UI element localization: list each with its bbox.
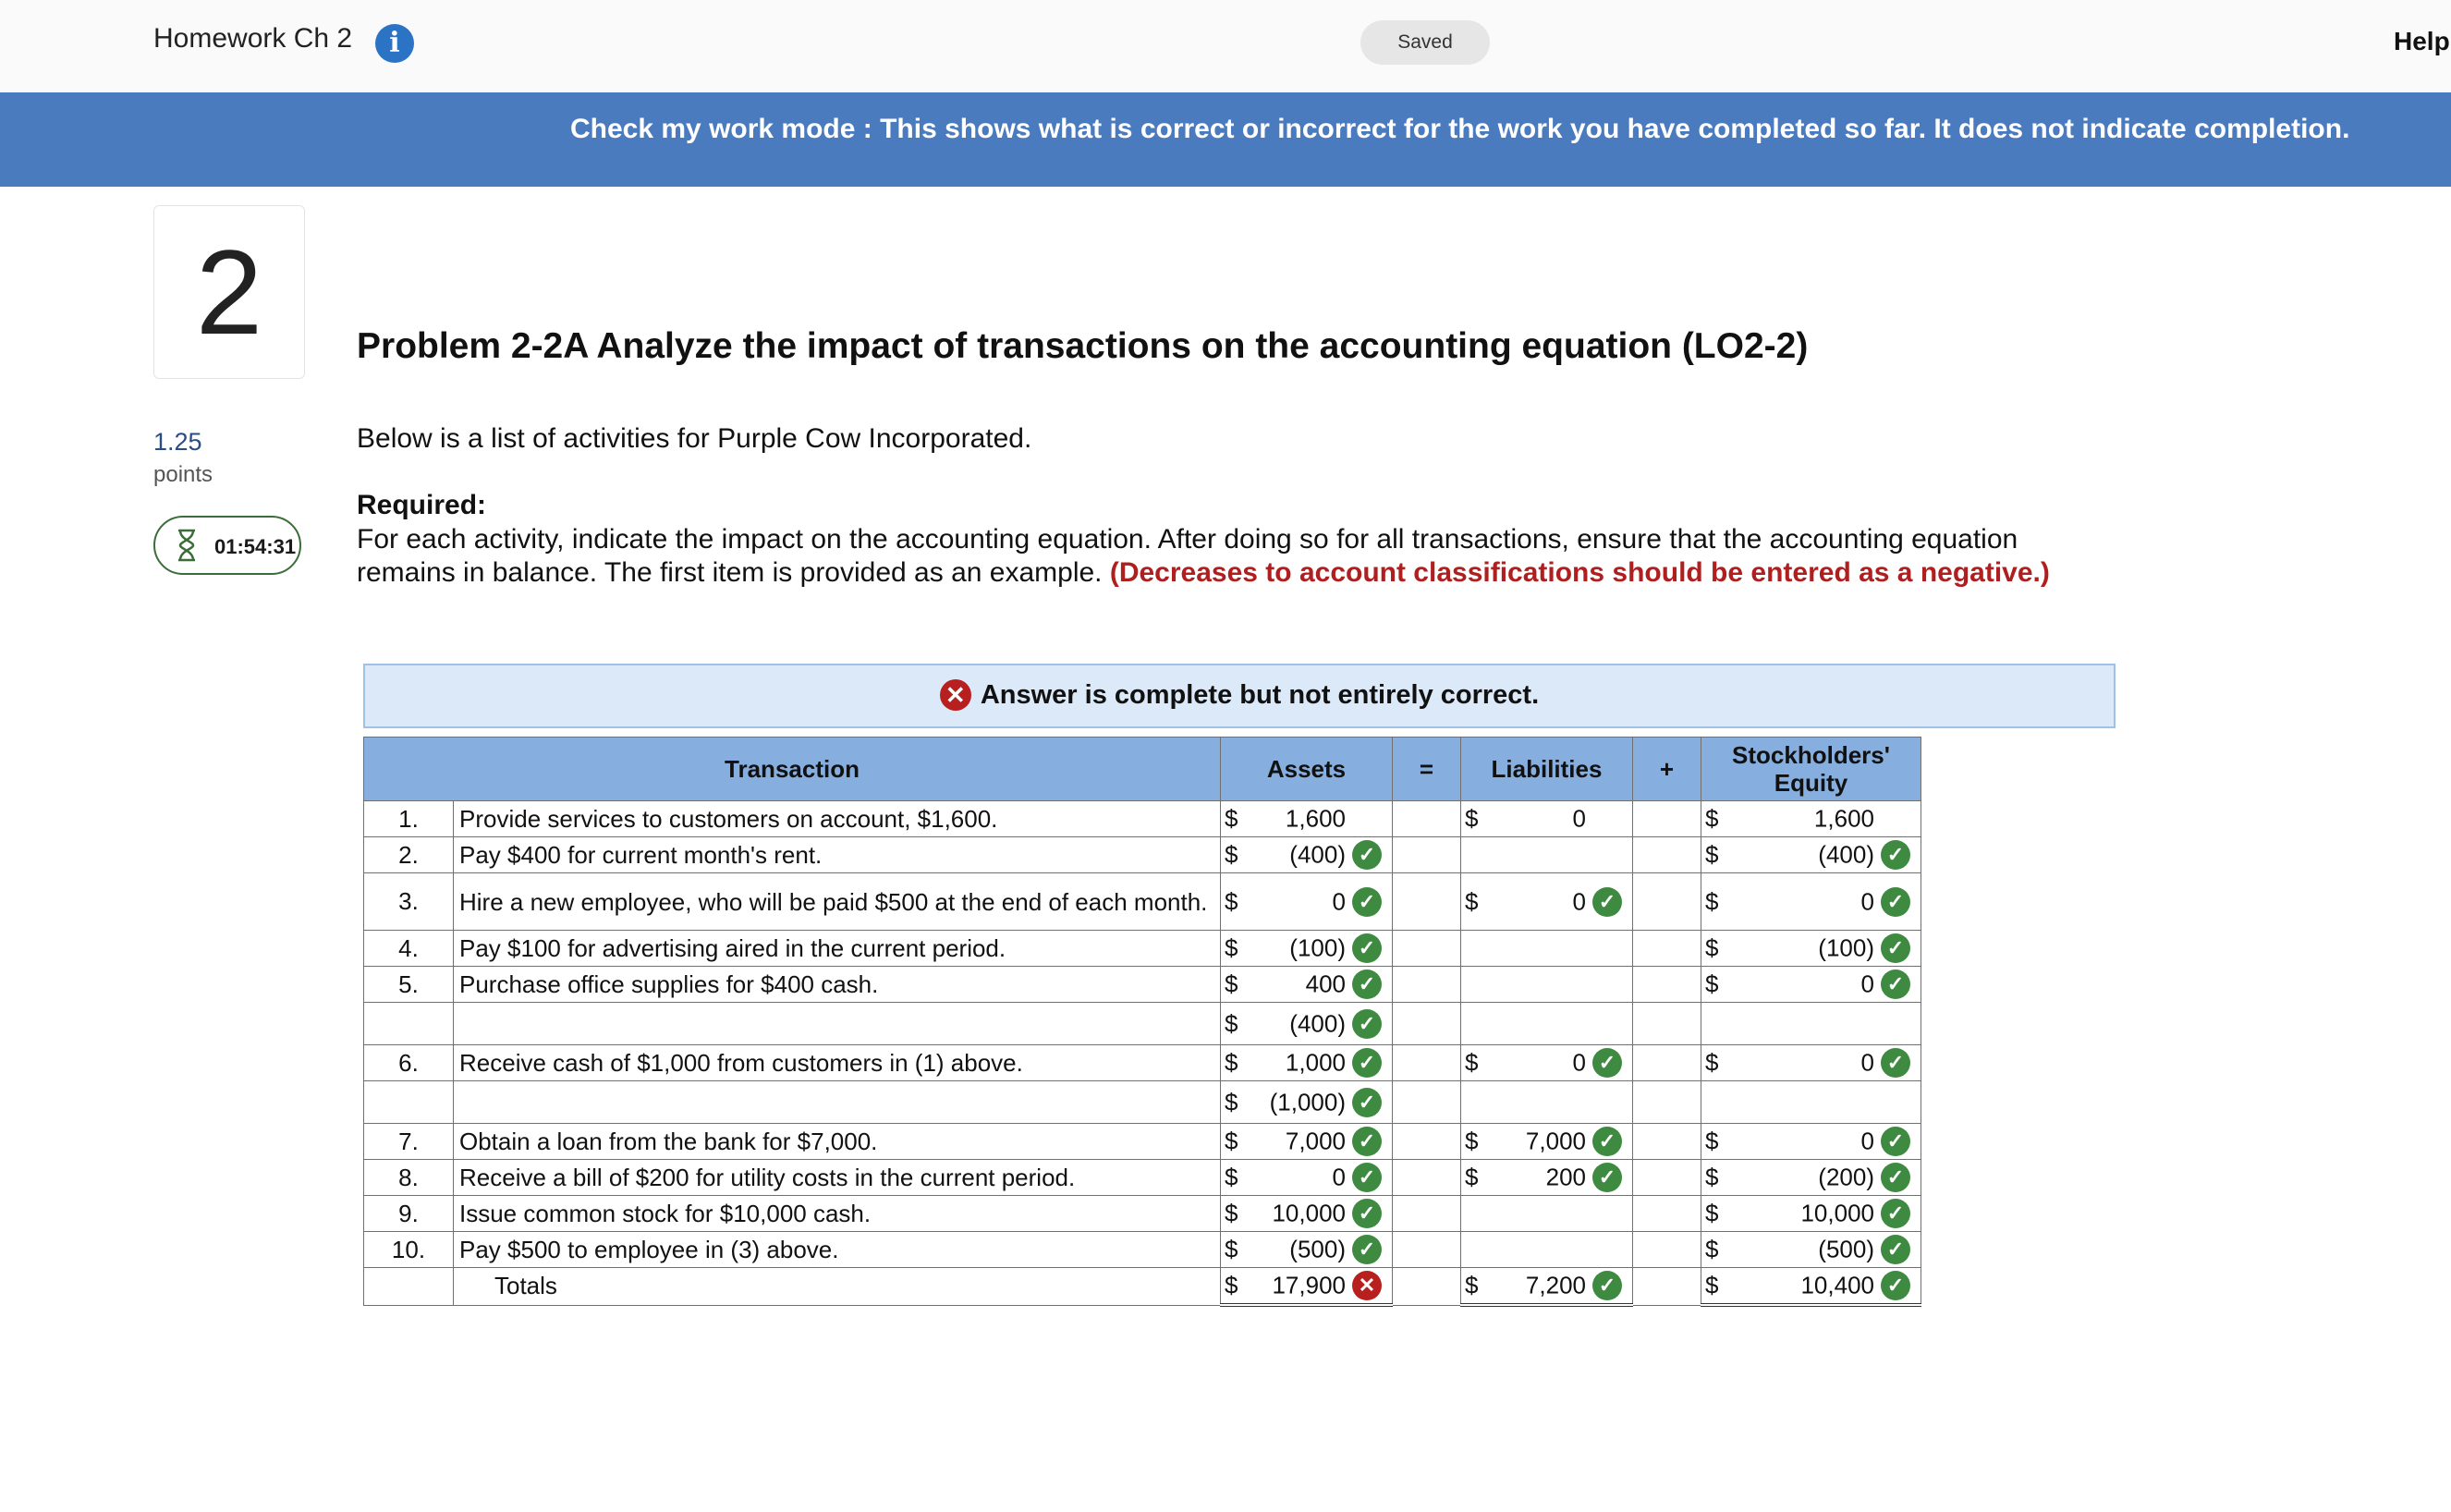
currency-symbol: $ <box>1465 804 1479 833</box>
table-row <box>364 967 1921 1003</box>
assets-cell[interactable] <box>1221 1045 1393 1081</box>
correct-checkmark-icon: ✓ <box>1881 969 1910 999</box>
transaction-description: Receive cash of $1,000 from customers in (1) above. <box>454 1045 1221 1081</box>
assets-cell[interactable] <box>1221 1003 1393 1045</box>
equity-amount: 1,600 <box>1813 804 1874 833</box>
equity-cell[interactable] <box>1701 967 1921 1003</box>
correct-checkmark-icon: ✓ <box>1881 1199 1910 1228</box>
currency-symbol: $ <box>1705 1048 1719 1077</box>
equity-cell <box>1701 1003 1921 1045</box>
assets-amount: 10,000 <box>1272 1199 1346 1227</box>
assets-cell[interactable] <box>1221 1081 1393 1124</box>
currency-symbol: $ <box>1705 804 1719 833</box>
totals-row <box>364 1268 1921 1306</box>
separator-cell <box>1633 837 1701 873</box>
liab-cell[interactable] <box>1461 1045 1633 1081</box>
points-label: points <box>153 462 213 487</box>
transaction-description: Provide services to customers on account, $1,600. <box>454 801 1221 837</box>
liab-cell <box>1461 931 1633 967</box>
correct-checkmark-icon: ✓ <box>1881 933 1910 963</box>
result-text: Answer is complete but not entirely correct. <box>980 679 1540 710</box>
equity-cell[interactable] <box>1701 873 1921 931</box>
correct-checkmark-icon: ✓ <box>1592 1163 1622 1192</box>
assets-amount: 400 <box>1305 969 1346 998</box>
incorrect-icon: ✕ <box>940 679 971 711</box>
problem-intro: Below is a list of activities for Purple Cow Incorporated. <box>357 423 1032 454</box>
separator-cell <box>1633 1045 1701 1081</box>
separator-cell <box>1633 1232 1701 1268</box>
separator-cell <box>1393 1232 1461 1268</box>
totals-label: Totals <box>454 1268 1221 1306</box>
correct-checkmark-icon: ✓ <box>1352 969 1382 999</box>
row-number: 8. <box>364 1160 454 1196</box>
currency-symbol: $ <box>1225 933 1238 962</box>
transaction-description: Issue common stock for $10,000 cash. <box>454 1196 1221 1232</box>
assets-cell[interactable] <box>1221 837 1393 873</box>
assets-cell[interactable] <box>1221 931 1393 967</box>
points-value: 1.25 <box>153 428 202 456</box>
correct-checkmark-icon: ✓ <box>1881 1048 1910 1078</box>
currency-symbol: $ <box>1465 887 1479 915</box>
transaction-description: Obtain a loan from the bank for $7,000. <box>454 1124 1221 1160</box>
liab-amount: 0 <box>1572 887 1586 915</box>
currency-symbol: $ <box>1225 969 1238 998</box>
timer-badge <box>153 516 301 575</box>
transaction-description: Pay $100 for advertising aired in the current period. <box>454 931 1221 967</box>
equity-cell[interactable] <box>1701 931 1921 967</box>
correct-checkmark-icon: ✓ <box>1592 1127 1622 1156</box>
row-number: 2. <box>364 837 454 873</box>
header-liabilities: Liabilities <box>1461 738 1633 801</box>
equity-amount: 0 <box>1860 969 1874 998</box>
equity-cell[interactable] <box>1701 1196 1921 1232</box>
assets-cell[interactable] <box>1221 967 1393 1003</box>
assets-cell[interactable] <box>1221 1124 1393 1160</box>
equity-amount: (400) <box>1818 840 1874 869</box>
liab-cell <box>1461 1081 1633 1124</box>
correct-checkmark-icon: ✓ <box>1881 840 1910 870</box>
currency-symbol: $ <box>1465 1163 1479 1191</box>
check-my-work-banner <box>0 92 2451 187</box>
separator-cell <box>1393 1160 1461 1196</box>
liab-cell[interactable] <box>1461 1160 1633 1196</box>
separator-cell <box>1393 873 1461 931</box>
currency-symbol: $ <box>1225 1127 1238 1155</box>
separator-cell <box>1633 967 1701 1003</box>
currency-symbol: $ <box>1705 933 1719 962</box>
row-number <box>364 1003 454 1045</box>
assets-cell[interactable] <box>1221 1196 1393 1232</box>
header-transaction: Transaction <box>364 738 1221 801</box>
separator-cell <box>1393 1003 1461 1045</box>
correct-checkmark-icon: ✓ <box>1881 1235 1910 1264</box>
assets-amount: (500) <box>1289 1235 1346 1263</box>
correct-checkmark-icon: ✓ <box>1352 1163 1382 1192</box>
transaction-description <box>454 1081 1221 1124</box>
equity-cell[interactable] <box>1701 1232 1921 1268</box>
equity-cell[interactable] <box>1701 837 1921 873</box>
separator-cell <box>1633 801 1701 837</box>
required-label: Required: <box>357 490 487 520</box>
table-row <box>364 801 1921 837</box>
row-number: 6. <box>364 1045 454 1081</box>
help-link[interactable]: Help <box>2394 27 2450 55</box>
correct-checkmark-icon: ✓ <box>1352 1199 1382 1228</box>
row-number: 10. <box>364 1232 454 1268</box>
separator-cell <box>1633 1196 1701 1232</box>
currency-symbol: $ <box>1465 1048 1479 1077</box>
separator-cell <box>1633 1268 1701 1306</box>
liab-cell <box>1461 1232 1633 1268</box>
liab-cell[interactable] <box>1461 1124 1633 1160</box>
currency-symbol: $ <box>1225 1271 1238 1299</box>
header-plus: + <box>1633 738 1701 801</box>
currency-symbol: $ <box>1705 969 1719 998</box>
currency-symbol: $ <box>1705 1163 1719 1191</box>
table-row <box>364 1124 1921 1160</box>
correct-checkmark-icon: ✓ <box>1352 1127 1382 1156</box>
timer-value: 01:54:31 <box>214 535 297 558</box>
liab-cell <box>1461 967 1633 1003</box>
assets-amount: 7,000 <box>1285 1127 1346 1155</box>
equity-amount: (200) <box>1818 1163 1874 1191</box>
hourglass-icon <box>176 529 198 562</box>
correct-checkmark-icon: ✓ <box>1881 887 1910 917</box>
correct-checkmark-icon: ✓ <box>1352 933 1382 963</box>
incorrect-icon: ✕ <box>1352 1271 1382 1300</box>
separator-cell <box>1633 931 1701 967</box>
correct-checkmark-icon: ✓ <box>1352 887 1382 917</box>
liab-amount: 0 <box>1572 1048 1586 1077</box>
transaction-description: Hire a new employee, who will be paid $500 at the end of each month. <box>454 873 1221 931</box>
equity-amount: 10,400 <box>1800 1271 1874 1299</box>
info-icon[interactable]: i <box>375 24 414 63</box>
currency-symbol: $ <box>1225 1199 1238 1227</box>
totals-empty-cell <box>364 1268 454 1306</box>
assets-amount: (400) <box>1289 840 1346 869</box>
separator-cell <box>1393 931 1461 967</box>
header-equals: = <box>1393 738 1461 801</box>
separator-cell <box>1393 1045 1461 1081</box>
currency-symbol: $ <box>1225 1088 1238 1116</box>
currency-symbol: $ <box>1225 1235 1238 1263</box>
equity-cell[interactable] <box>1701 1160 1921 1196</box>
accounting-equation-table <box>363 737 1921 1307</box>
row-number: 3. <box>364 873 454 931</box>
liab-cell <box>1461 837 1633 873</box>
equity-amount: 0 <box>1860 1048 1874 1077</box>
correct-checkmark-icon: ✓ <box>1881 1127 1910 1156</box>
assets-amount: 17,900 <box>1272 1271 1346 1299</box>
equity-cell <box>1701 1081 1921 1124</box>
separator-cell <box>1633 1124 1701 1160</box>
liab-amount: 0 <box>1572 804 1586 833</box>
equity-cell[interactable] <box>1701 1268 1921 1306</box>
liab-cell[interactable] <box>1461 1268 1633 1306</box>
separator-cell <box>1633 1081 1701 1124</box>
correct-checkmark-icon: ✓ <box>1352 1048 1382 1078</box>
instructions-emphasis: (Decreases to account classifications should be entered as a negative.) <box>1109 557 2050 588</box>
separator-cell <box>1393 837 1461 873</box>
currency-symbol: $ <box>1705 887 1719 915</box>
liab-cell <box>1461 1003 1633 1045</box>
liab-amount: 200 <box>1545 1163 1586 1191</box>
table-row <box>364 1160 1921 1196</box>
banner-text: Check my work mode : This shows what is correct or incorrect for the work you have completed so far. It does not indicate completion. <box>570 114 2350 144</box>
assets-amount: (400) <box>1289 1009 1346 1037</box>
assets-cell[interactable] <box>1221 1232 1393 1268</box>
currency-symbol: $ <box>1705 1235 1719 1263</box>
assets-cell[interactable] <box>1221 873 1393 931</box>
instructions <box>357 523 2113 590</box>
assets-amount: 0 <box>1332 1163 1346 1191</box>
correct-checkmark-icon: ✓ <box>1881 1163 1910 1192</box>
instructions-text: For each activity, indicate the impact on the accounting equation. After doing so for all transactions, ensure that the accounting equation remains in balance. The first item is provided as an example. <box>357 524 2018 588</box>
assets-cell[interactable] <box>1221 1160 1393 1196</box>
assets-amount: (100) <box>1289 933 1346 962</box>
separator-cell <box>1393 1268 1461 1306</box>
liab-amount: 7,000 <box>1525 1127 1586 1155</box>
result-banner <box>363 664 2116 728</box>
assets-amount: 0 <box>1332 887 1346 915</box>
liab-cell <box>1461 1196 1633 1232</box>
correct-checkmark-icon: ✓ <box>1352 1235 1382 1264</box>
problem-title: Problem 2-2A Analyze the impact of transactions on the accounting equation (LO2-2) <box>357 326 1809 366</box>
table-row <box>364 837 1921 873</box>
row-number <box>364 1081 454 1124</box>
transaction-description: Purchase office supplies for $400 cash. <box>454 967 1221 1003</box>
assets-amount: 1,600 <box>1285 804 1346 833</box>
row-number: 4. <box>364 931 454 967</box>
question-number: 2 <box>153 205 305 379</box>
separator-cell <box>1633 1003 1701 1045</box>
transaction-description: Receive a bill of $200 for utility costs in the current period. <box>454 1160 1221 1196</box>
transaction-description: Pay $500 to employee in (3) above. <box>454 1232 1221 1268</box>
table-row <box>364 931 1921 967</box>
currency-symbol: $ <box>1225 804 1238 833</box>
transaction-description <box>454 1003 1221 1045</box>
correct-checkmark-icon: ✓ <box>1352 1009 1382 1039</box>
saved-status-badge: Saved <box>1360 20 1490 65</box>
correct-checkmark-icon: ✓ <box>1881 1271 1910 1300</box>
separator-cell <box>1393 801 1461 837</box>
currency-symbol: $ <box>1465 1271 1479 1299</box>
header-assets: Assets <box>1221 738 1393 801</box>
currency-symbol: $ <box>1225 1048 1238 1077</box>
table-row <box>364 1232 1921 1268</box>
currency-symbol: $ <box>1705 1127 1719 1155</box>
separator-cell <box>1633 1160 1701 1196</box>
separator-cell <box>1393 967 1461 1003</box>
liab-cell[interactable] <box>1461 801 1633 837</box>
currency-symbol: $ <box>1705 1271 1719 1299</box>
equity-amount: (100) <box>1818 933 1874 962</box>
currency-symbol: $ <box>1225 1009 1238 1037</box>
liab-amount: 7,200 <box>1525 1271 1586 1299</box>
currency-symbol: $ <box>1705 1199 1719 1227</box>
row-number: 9. <box>364 1196 454 1232</box>
equity-amount: (500) <box>1818 1235 1874 1263</box>
transaction-description: Pay $400 for current month's rent. <box>454 837 1221 873</box>
assignment-title: Homework Ch 2 <box>153 23 353 54</box>
row-number: 1. <box>364 801 454 837</box>
equity-amount: 10,000 <box>1800 1199 1874 1227</box>
assets-amount: (1,000) <box>1269 1088 1346 1116</box>
currency-symbol: $ <box>1465 1127 1479 1155</box>
currency-symbol: $ <box>1225 887 1238 915</box>
equity-amount: 0 <box>1860 1127 1874 1155</box>
row-number: 5. <box>364 967 454 1003</box>
currency-symbol: $ <box>1705 840 1719 869</box>
table-row <box>364 873 1921 931</box>
table-row <box>364 1003 1921 1045</box>
correct-checkmark-icon: ✓ <box>1592 1048 1622 1078</box>
assets-amount: 1,000 <box>1285 1048 1346 1077</box>
equity-cell[interactable] <box>1701 1045 1921 1081</box>
assets-cell[interactable] <box>1221 1268 1393 1306</box>
table-row <box>364 1045 1921 1081</box>
equity-amount: 0 <box>1860 887 1874 915</box>
table-row <box>364 1081 1921 1124</box>
assets-cell[interactable] <box>1221 801 1393 837</box>
correct-checkmark-icon: ✓ <box>1592 887 1622 917</box>
currency-symbol: $ <box>1225 1163 1238 1191</box>
currency-symbol: $ <box>1225 840 1238 869</box>
separator-cell <box>1393 1124 1461 1160</box>
equity-cell[interactable] <box>1701 801 1921 837</box>
correct-checkmark-icon: ✓ <box>1352 1088 1382 1117</box>
correct-checkmark-icon: ✓ <box>1592 1271 1622 1300</box>
correct-checkmark-icon: ✓ <box>1352 840 1382 870</box>
table-row <box>364 1196 1921 1232</box>
row-number: 7. <box>364 1124 454 1160</box>
liab-cell[interactable] <box>1461 873 1633 931</box>
equity-cell[interactable] <box>1701 1124 1921 1160</box>
separator-cell <box>1393 1081 1461 1124</box>
separator-cell <box>1393 1196 1461 1232</box>
header-equity: Stockholders' Equity <box>1701 738 1921 801</box>
separator-cell <box>1633 873 1701 931</box>
top-bar <box>0 0 2451 92</box>
